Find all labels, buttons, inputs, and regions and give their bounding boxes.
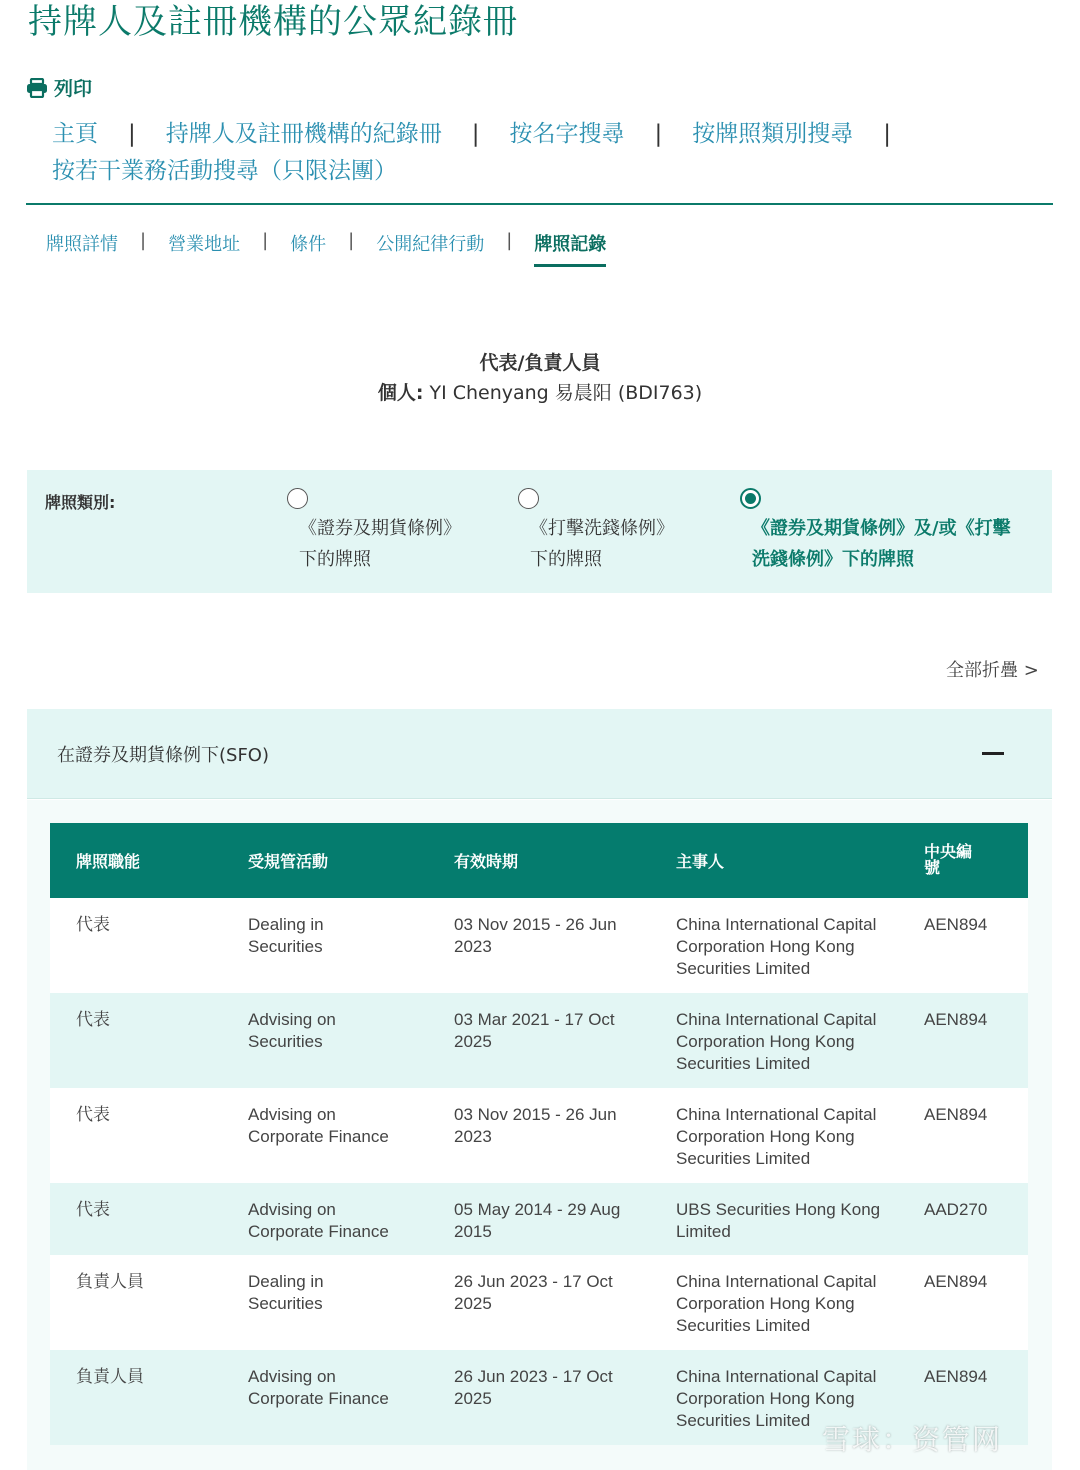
header-regulated-activity: 受規管活動: [222, 823, 428, 898]
cell-period: 26 Jun 2023 - 17 Oct 2025: [428, 1255, 650, 1350]
nav-divider: [26, 203, 1053, 205]
collapse-all-button[interactable]: 全部折疊 >: [946, 660, 1039, 681]
radio-checked-icon[interactable]: [740, 488, 761, 509]
cell-activity: Dealing in Securities: [222, 1255, 428, 1350]
tab-license-record[interactable]: 牌照記錄: [534, 230, 606, 267]
radio-unchecked-icon[interactable]: [518, 488, 539, 509]
radio-amlo[interactable]: 《打擊洗錢條例》 下的牌照: [518, 488, 674, 575]
cell-ce-number: AEN894: [924, 1350, 1028, 1445]
top-navigation: [52, 116, 1012, 190]
nav-search-by-name[interactable]: 按名字搜尋: [509, 121, 625, 147]
cell-period: 05 May 2014 - 29 Aug 2015: [428, 1183, 650, 1255]
header-ce-number: 中央編號: [924, 823, 1028, 898]
cell-principal: UBS Securities Hong Kong Limited: [650, 1183, 924, 1255]
cell-principal: China International Capital Corporation Hong Kong Securities Limited: [650, 1255, 924, 1350]
cell-period: 03 Nov 2015 - 26 Jun 2023: [428, 898, 650, 993]
table-row: [50, 1255, 1028, 1350]
radio-sfo-and-amlo[interactable]: 《證券及期貨條例》及/或《打擊 洗錢條例》下的牌照: [740, 488, 1011, 575]
nav-home[interactable]: 主頁: [52, 121, 98, 147]
sfo-section-header[interactable]: [27, 709, 1052, 799]
cell-principal: China International Capital Corporation Hong Kong Securities Limited: [650, 993, 924, 1088]
cell-ce-number: AAD270: [924, 1183, 1028, 1255]
cell-capacity: 代表: [50, 1088, 222, 1183]
nav-search-by-license-type[interactable]: 按牌照類別搜尋: [692, 121, 854, 147]
tab-business-address[interactable]: 營業地址: [168, 234, 241, 255]
nav-separator: |: [471, 121, 480, 147]
cell-capacity: 負責人員: [50, 1350, 222, 1445]
tab-separator: |: [262, 230, 269, 251]
collapse-minus-icon[interactable]: [982, 752, 1004, 755]
radio-unchecked-icon[interactable]: [287, 488, 308, 509]
cell-period: 03 Mar 2021 - 17 Oct 2025: [428, 993, 650, 1088]
print-button[interactable]: [26, 74, 92, 101]
printer-icon: [26, 78, 48, 98]
person-name: YI Chenyang 易晨阳 (BDI763): [429, 382, 703, 404]
tab-separator: |: [348, 230, 355, 251]
table-row: [50, 993, 1028, 1088]
tab-disciplinary-actions[interactable]: 公開紀律行動: [376, 234, 485, 255]
cell-principal: China International Capital Corporation Hong Kong Securities Limited: [650, 898, 924, 993]
section-title: 在證券及期貨條例下(SFO): [57, 745, 269, 766]
cell-ce-number: AEN894: [924, 1255, 1028, 1350]
nav-separator: |: [128, 121, 136, 147]
watermark: 雪球：资管网: [822, 1423, 1003, 1456]
cell-principal: China International Capital Corporation Hong Kong Securities Limited: [650, 1088, 924, 1183]
nav-search-by-activity[interactable]: 按若干業務活動搜尋（只限法團）: [52, 158, 397, 184]
nav-register[interactable]: 持牌人及註冊機構的紀錄冊: [165, 121, 442, 147]
cell-activity: Advising on Corporate Finance: [222, 1088, 428, 1183]
sub-navigation-tabs: [46, 230, 606, 267]
nav-separator: |: [883, 121, 891, 147]
header-effective-period: 有效時期: [428, 823, 650, 898]
cell-ce-number: AEN894: [924, 993, 1028, 1088]
table-row: [50, 898, 1028, 993]
header-capacity: 牌照職能: [50, 823, 222, 898]
table-row: [50, 1183, 1028, 1255]
tab-conditions[interactable]: 條件: [290, 234, 327, 255]
license-records-table: [50, 823, 1028, 1445]
cell-activity: Dealing in Securities: [222, 898, 428, 993]
license-type-filter: [27, 470, 1052, 593]
cell-period: 26 Jun 2023 - 17 Oct 2025: [428, 1350, 650, 1445]
header-principal: 主事人: [650, 823, 924, 898]
person-role: 代表/負責人員: [479, 352, 601, 374]
person-name-label: 個人:: [377, 382, 424, 404]
tab-separator: |: [506, 230, 513, 251]
cell-capacity: 代表: [50, 993, 222, 1088]
cell-capacity: 代表: [50, 898, 222, 993]
license-type-label: 牌照類別:: [45, 493, 116, 512]
cell-activity: Advising on Securities: [222, 993, 428, 1088]
tab-license-details[interactable]: 牌照詳情: [46, 234, 118, 255]
nav-separator: |: [654, 121, 663, 147]
cell-activity: Advising on Corporate Finance: [222, 1350, 428, 1445]
cell-ce-number: AEN894: [924, 1088, 1028, 1183]
print-label: 列印: [54, 78, 93, 100]
cell-ce-number: AEN894: [924, 898, 1028, 993]
cell-capacity: 負責人員: [50, 1255, 222, 1350]
cell-period: 03 Nov 2015 - 26 Jun 2023: [428, 1088, 650, 1183]
tab-separator: |: [140, 230, 147, 251]
radio-sfo[interactable]: 《證券及期貨條例》 下的牌照: [287, 488, 461, 575]
page-title: 持牌人及註冊機構的公眾紀錄冊: [28, 2, 518, 42]
cell-capacity: 代表: [50, 1183, 222, 1255]
cell-activity: Advising on Corporate Finance: [222, 1183, 428, 1255]
person-info: [0, 348, 1080, 408]
table-header-row: [50, 823, 1028, 898]
cell-principal: China International Capital Corporation Hong Kong Securities Limited: [650, 1350, 924, 1445]
table-row: [50, 1088, 1028, 1183]
